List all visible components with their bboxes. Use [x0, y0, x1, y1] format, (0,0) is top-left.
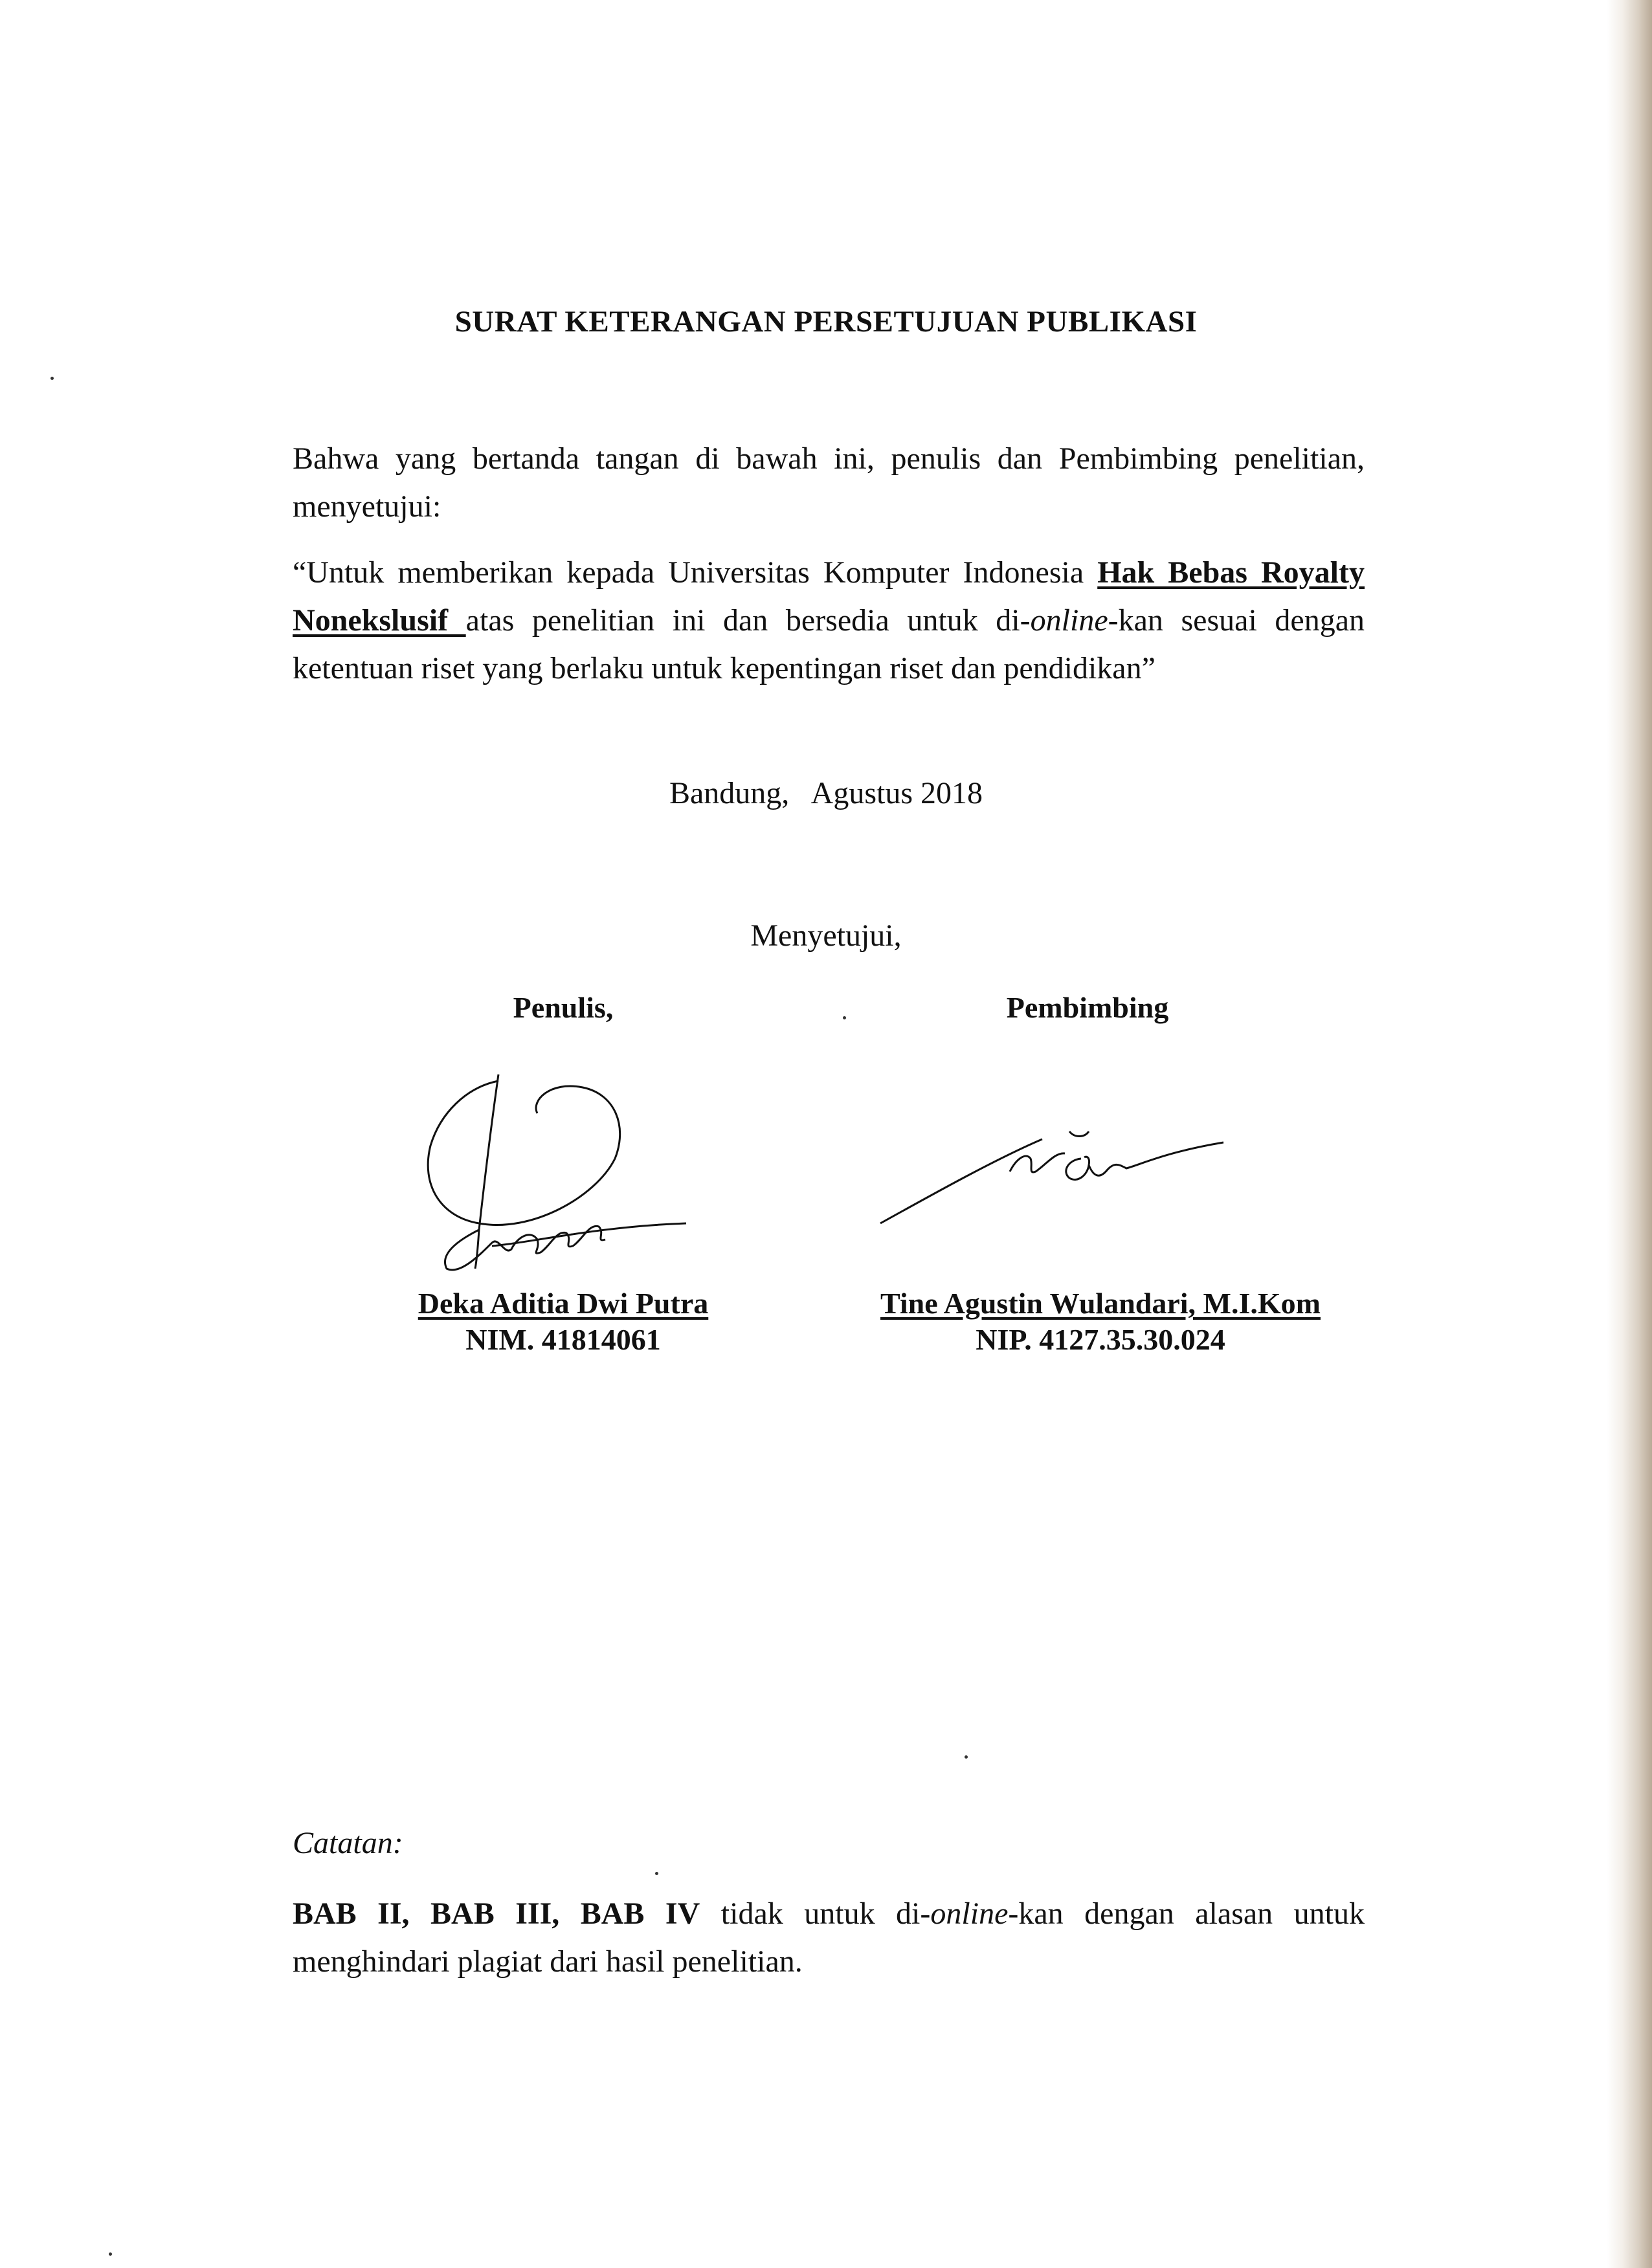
scan-speck — [655, 1872, 658, 1875]
scan-speck — [843, 1016, 846, 1019]
supervisor-nip: NIP. 4127.35.30.024 — [976, 1323, 1225, 1356]
scan-edge-shadow — [1607, 0, 1652, 2268]
nonexclusive-term: Nonekslusif — [293, 603, 466, 638]
approval-label: Menyetujui, — [750, 918, 902, 953]
supervisor-role: Pembimbing — [1006, 991, 1169, 1024]
statement-line-1 — [293, 549, 1365, 597]
note-line-1 — [293, 1890, 1365, 1938]
place-date: Bandung, Agustus 2018 — [669, 776, 983, 810]
royalty-term: Hak Bebas Royalty — [1097, 555, 1365, 590]
note-label: Catatan: — [293, 1826, 403, 1860]
author-role: Penulis, — [513, 991, 614, 1024]
scan-speck — [965, 1755, 968, 1759]
intro-line-2: menyetujui: — [293, 489, 441, 524]
author-signature-block — [363, 1285, 764, 1358]
online-term: online — [930, 1896, 1009, 1931]
author-signature — [401, 1062, 699, 1282]
note-text: tidak untuk di- — [700, 1896, 931, 1931]
chapters-list: BAB II, BAB III, BAB IV — [293, 1896, 700, 1931]
approval-statement — [293, 549, 1365, 693]
intro-paragraph — [293, 435, 1365, 531]
note-paragraph — [293, 1890, 1365, 1986]
supervisor-signature — [861, 1113, 1249, 1243]
scan-speck — [109, 2252, 112, 2256]
statement-text: “Untuk memberikan kepada Universitas Komputer Indonesia — [293, 555, 1098, 590]
online-term: online — [1030, 603, 1108, 638]
document-title: SURAT KETERANGAN PERSETUJUAN PUBLIKASI — [454, 305, 1198, 339]
author-name: Deka Aditia Dwi Putra — [418, 1287, 709, 1320]
author-nim: NIM. 41814061 — [465, 1323, 661, 1356]
intro-line-1: Bahwa yang bertanda tangan di bawah ini, penulis dan Pembimbing penelitian, — [293, 441, 1365, 476]
statement-text: atas penelitian ini dan bersedia untuk di- — [465, 603, 1031, 638]
note-text: -kan dengan alasan untuk — [1008, 1896, 1365, 1931]
scan-speck — [50, 377, 54, 380]
statement-line-2 — [293, 597, 1365, 645]
supervisor-signature-block — [829, 1285, 1372, 1358]
note-line-2: menghindari plagiat dari hasil penelitian. — [293, 1944, 803, 1979]
statement-line-3: ketentuan riset yang berlaku untuk kepentingan riset dan pendidikan” — [293, 651, 1155, 685]
statement-text: -kan sesuai dengan — [1108, 603, 1365, 638]
supervisor-name: Tine Agustin Wulandari, M.I.Kom — [880, 1287, 1321, 1320]
